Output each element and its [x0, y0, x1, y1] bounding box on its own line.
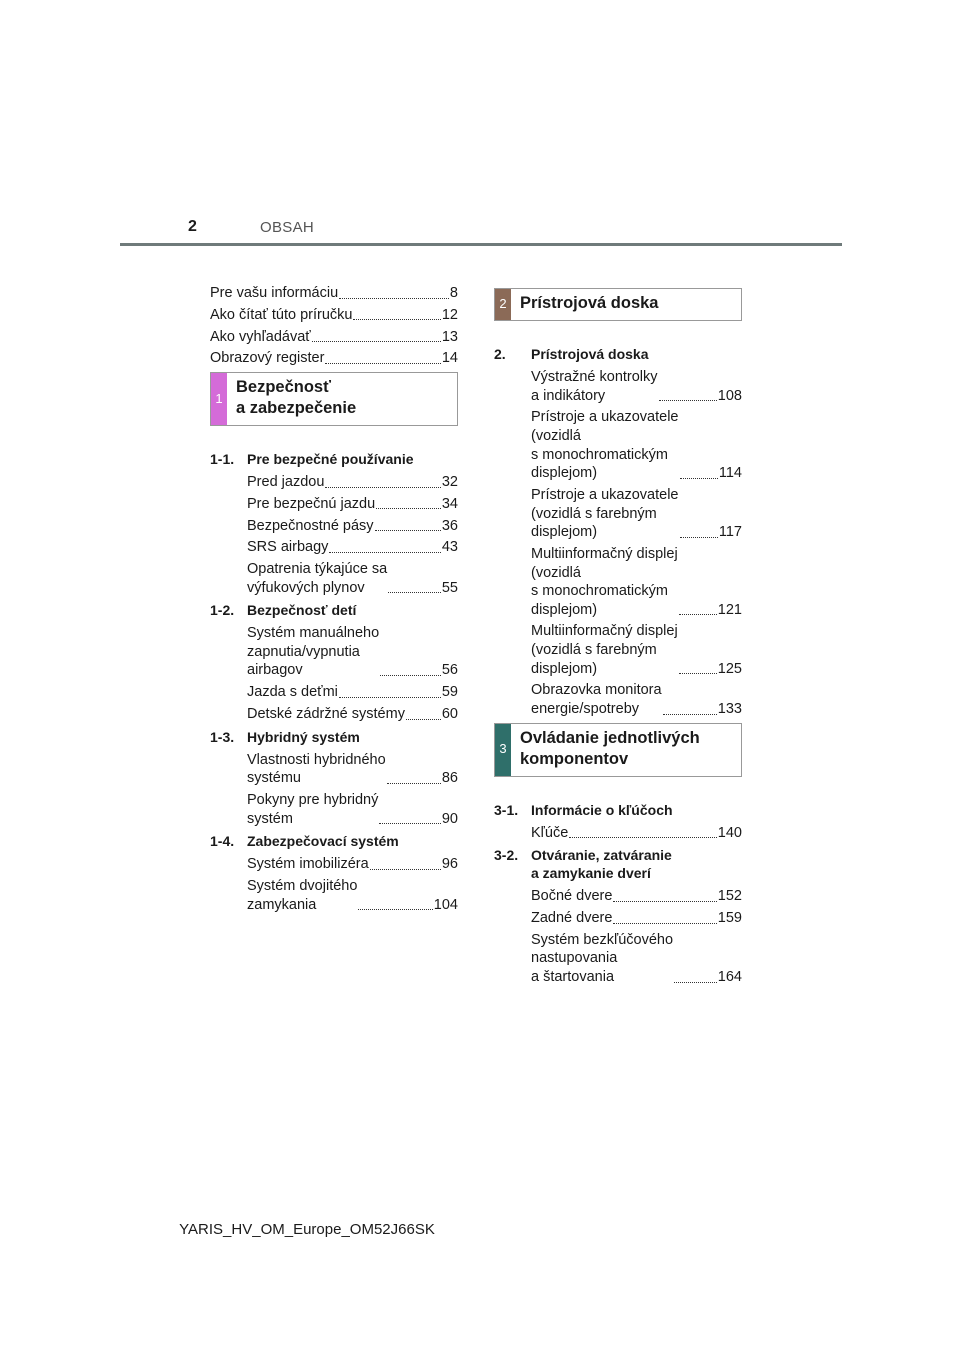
dot-leader	[569, 837, 717, 838]
dot-leader	[679, 614, 717, 615]
dot-leader	[659, 400, 717, 401]
dot-leader	[339, 697, 441, 698]
subsection-heading[interactable]	[494, 345, 742, 363]
subsection-title: Hybridný systém	[247, 728, 360, 745]
toc-entry-label: Systém manuálneho zapnutia/vypnutia airbagov	[247, 625, 380, 679]
section-title: Ovládanie jednotlivých komponentov	[520, 728, 700, 768]
subsection-heading[interactable]	[210, 832, 458, 850]
toc-entry-label: Zadné dvere	[531, 910, 613, 926]
page-title: OBSAH	[260, 219, 315, 236]
dot-leader	[613, 901, 716, 902]
toc-entry[interactable]	[247, 473, 458, 492]
subsection-number: 1-2.	[210, 602, 235, 619]
toc-entry-label: Prístroje a ukazovatele (vozidlá s farebným displejom)	[531, 486, 679, 541]
dot-leader	[312, 341, 441, 342]
subsection-heading[interactable]	[210, 728, 458, 746]
toc-entry-page: 43	[441, 539, 458, 556]
document-code: YARIS_HV_OM_Europe_OM52J66SK	[179, 1221, 435, 1238]
toc-entry-label: Multiinformačný displej (vozidlá s farebným displejom)	[531, 623, 678, 677]
toc-entry-page: 159	[717, 910, 742, 926]
toc-entry-page: 133	[717, 701, 742, 718]
toc-entry[interactable]	[247, 538, 458, 557]
subsection-title: Informácie o kľúčoch	[531, 801, 673, 818]
subsection-title: Zabezpečovací systém	[247, 833, 399, 850]
toc-entry-label: Kľúče	[531, 824, 569, 841]
toc-entry-page: 125	[717, 660, 742, 677]
subsection-heading[interactable]	[494, 846, 742, 882]
dot-leader	[663, 714, 717, 715]
toc-entry-label: SRS airbagy	[247, 539, 329, 556]
toc-entry-label: Pred jazdou	[247, 473, 325, 490]
subsection-heading[interactable]	[494, 801, 742, 819]
toc-entry[interactable]	[247, 683, 458, 702]
toc-entry-label: Bezpečnostné pásy	[247, 517, 374, 534]
section-header-1[interactable]	[210, 372, 458, 426]
dot-leader	[406, 719, 441, 720]
toc-entry[interactable]	[247, 517, 458, 536]
toc-entry[interactable]	[247, 560, 458, 597]
toc-entry[interactable]	[210, 306, 458, 325]
dot-leader	[380, 675, 441, 676]
toc-entry-page: 121	[717, 601, 742, 618]
subsection-number: 1-1.	[210, 450, 235, 467]
subsection-title: Bezpečnosť detí	[247, 602, 357, 619]
toc-entry-label: Vlastnosti hybridného systému	[247, 751, 386, 787]
toc-entry[interactable]	[531, 486, 742, 542]
dot-leader	[353, 319, 440, 320]
section-title: Prístrojová doska	[520, 294, 659, 312]
dot-leader	[388, 592, 441, 593]
page-number: 2	[188, 218, 197, 235]
dot-leader	[325, 363, 440, 364]
toc-entry-label: Výstražné kontrolky a indikátory	[531, 369, 658, 404]
toc-entry[interactable]	[210, 349, 458, 368]
toc-entry-page: 32	[441, 473, 458, 490]
toc-entry[interactable]	[531, 545, 742, 619]
section-header-3[interactable]	[494, 723, 742, 777]
toc-entry-page: 36	[441, 517, 458, 534]
toc-entry[interactable]	[247, 495, 458, 514]
toc-entry-page: 13	[441, 328, 458, 345]
toc-entry-label: Ako vyhľadávať	[210, 328, 311, 345]
toc-entry[interactable]	[247, 791, 458, 828]
toc-entry-label: Obrazovka monitora energie/spotreby	[531, 682, 662, 718]
toc-entry[interactable]	[531, 622, 742, 678]
toc-entry-label: Pre vašu informáciu	[210, 285, 339, 301]
toc-entry[interactable]	[247, 855, 458, 874]
toc-entry[interactable]	[247, 751, 458, 788]
dot-leader	[379, 823, 440, 824]
toc-entry-page: 96	[441, 856, 458, 873]
toc-entry-page: 56	[441, 662, 458, 679]
toc-entry-page: 114	[718, 465, 742, 482]
toc-entry-page: 117	[718, 524, 742, 541]
subsection-number: 1-4.	[210, 833, 235, 850]
toc-entry-page: 60	[441, 706, 458, 722]
toc-entry-label: Prístroje a ukazovatele (vozidlá s monochromatickým displejom)	[531, 409, 679, 482]
header-divider	[120, 243, 842, 246]
page-header	[120, 218, 842, 248]
toc-entry-page: 34	[441, 495, 458, 512]
subsection-number: 1-3.	[210, 728, 235, 745]
toc-entry-label: Systém imobilizéra	[247, 856, 369, 873]
toc-entry-label: Multiinformačný displej (vozidlá s monochromatickým displejom)	[531, 545, 678, 618]
toc-entry-page: 12	[441, 306, 458, 323]
toc-entry[interactable]	[531, 909, 742, 928]
toc-entry[interactable]	[531, 824, 742, 843]
toc-entry-label: Pokyny pre hybridný systém	[247, 791, 379, 827]
subsection-heading[interactable]	[210, 450, 458, 468]
dot-leader	[613, 923, 716, 924]
subsection-heading[interactable]	[210, 601, 458, 619]
toc-entry-label: Opatrenia týkajúce sa výfukových plynov	[247, 561, 388, 596]
toc-entry-page: 55	[441, 579, 458, 596]
toc-entry-page: 59	[441, 684, 458, 701]
toc-entry[interactable]	[531, 931, 742, 987]
toc-entry-label: Bočné dvere	[531, 888, 613, 905]
dot-leader	[680, 537, 718, 538]
dot-leader	[674, 982, 717, 983]
toc-entry-page: 140	[717, 824, 742, 841]
toc-entry-label: Systém dvojitého zamykania	[247, 877, 358, 913]
toc-entry-page: 14	[441, 350, 458, 367]
toc-entry[interactable]	[210, 284, 458, 303]
toc-entry[interactable]	[531, 368, 742, 405]
toc-entry[interactable]	[210, 328, 458, 347]
dot-leader	[325, 487, 440, 488]
dot-leader	[329, 552, 440, 553]
toc-entry-page: 104	[433, 896, 458, 913]
toc-entry-page: 152	[717, 888, 742, 905]
toc-entry-page: 8	[449, 285, 458, 301]
section-number-tab: 3	[495, 724, 511, 776]
toc-right-column	[494, 284, 742, 990]
toc-entry-label: Systém bezkľúčového nastupovania a štartovania	[531, 931, 674, 985]
dot-leader	[370, 869, 441, 870]
toc-entry[interactable]	[531, 408, 742, 482]
subsection-title: Pre bezpečné používanie	[247, 450, 414, 467]
dot-leader	[680, 478, 718, 479]
dot-leader	[387, 783, 441, 784]
toc-entry-label: Obrazový register	[210, 350, 325, 367]
toc-entry-page: 90	[441, 810, 458, 827]
section-number-tab: 2	[495, 289, 511, 320]
toc-entry[interactable]	[247, 877, 458, 914]
toc-entry-page: 164	[717, 968, 742, 985]
dot-leader	[339, 298, 449, 299]
section-number-tab: 1	[211, 373, 227, 425]
dot-leader	[679, 673, 717, 674]
subsection-number: 3-2.	[494, 847, 519, 864]
toc-entry[interactable]	[247, 705, 458, 724]
toc-entry-label: Jazda s deťmi	[247, 684, 338, 701]
subsection-title: Otváranie, zatváranie a zamykanie dverí	[531, 847, 672, 882]
toc-entry[interactable]	[531, 681, 742, 718]
dot-leader	[358, 909, 432, 910]
toc-left-column	[210, 284, 458, 917]
dot-leader	[375, 530, 441, 531]
toc-entry-label: Pre bezpečnú jazdu	[247, 495, 376, 512]
toc-entry-page: 108	[717, 387, 742, 404]
toc-entry-label: Detské zádržné systémy	[247, 706, 405, 722]
subsection-title: Prístrojová doska	[531, 346, 649, 362]
section-title: Bezpečnosť a zabezpečenie	[236, 377, 357, 417]
toc-entry[interactable]	[247, 624, 458, 680]
toc-entry[interactable]	[531, 887, 742, 906]
section-header-2[interactable]	[494, 288, 742, 321]
subsection-number: 3-1.	[494, 801, 519, 818]
dot-leader	[376, 508, 441, 509]
subsection-number: 2.	[494, 346, 506, 362]
toc-entry-label: Ako čítať túto príručku	[210, 306, 353, 323]
toc-entry-page: 86	[441, 770, 458, 787]
